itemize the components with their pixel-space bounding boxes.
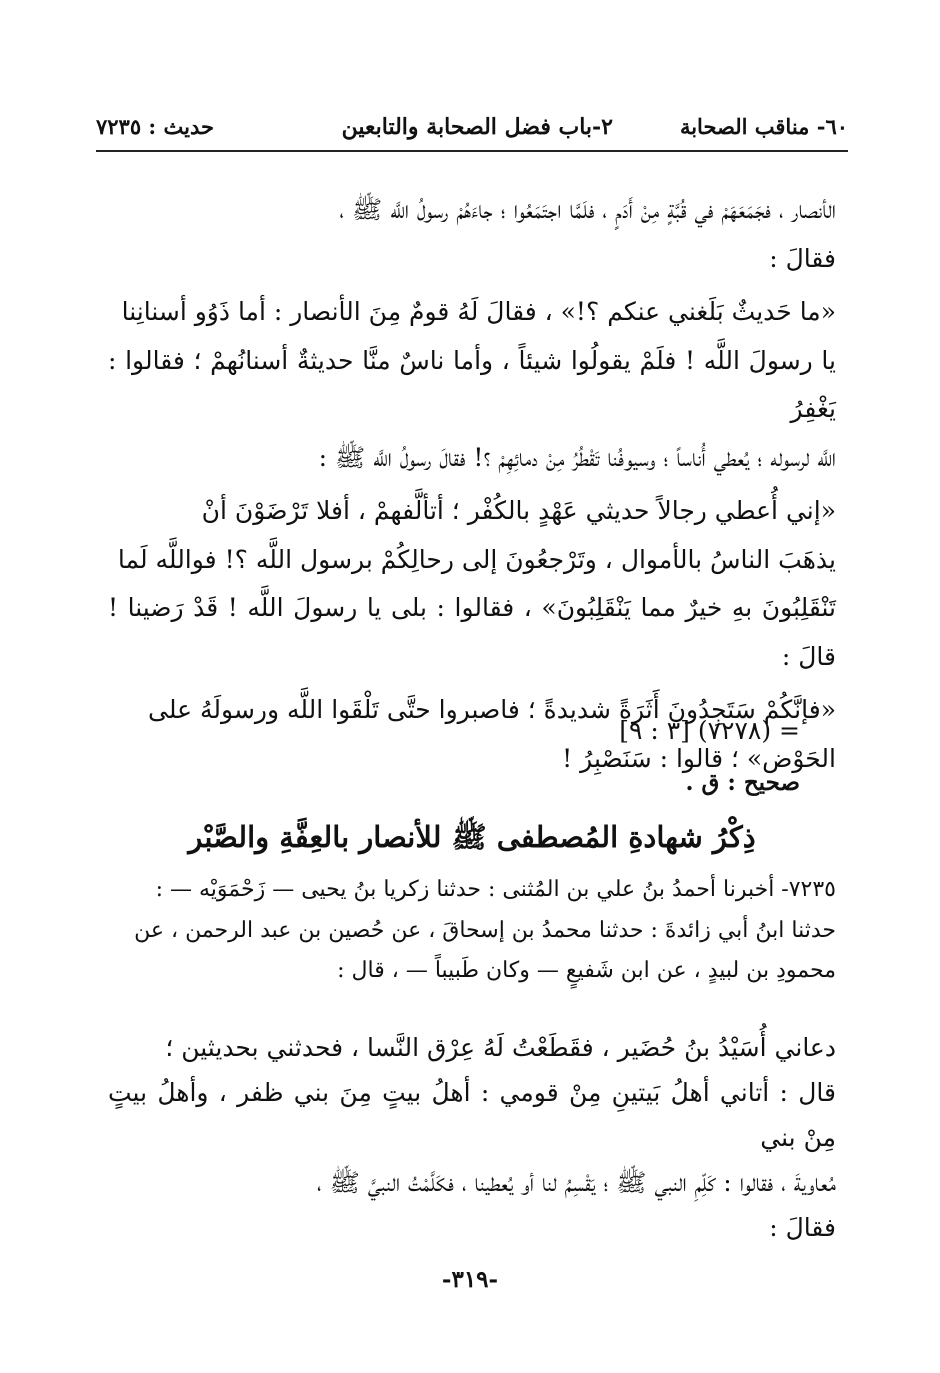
text-line: اللَّه لرسوله ؛ يُعطي أُناساً ؛ وسيوفُنا تَقْطُرُ مِنْ دمائِهِمْ ؟! فقالَ رسولُ اللَّه ﷺ : xyxy=(318,442,836,472)
text-line: يذهَبَ الناسُ بالأموال ، وتَرْجعُونَ إلى رحالِكُمْ برسول اللَّه ؟! فواللَّه لَما xyxy=(117,544,836,574)
section-title: ذِكْرُ شهادةِ المُصطفى ﷺ للأنصار بالعِفَّةِ والصَّبْر xyxy=(188,820,756,854)
page-number: -٣١٩- xyxy=(441,1266,499,1293)
text-line: قال : أتاني أهلُ بَيتينِ مِنْ قومي : أهلُ بيتٍ مِنَ بني ظفر ، وأهلُ بيتٍ مِنْ بني xyxy=(108,1078,836,1152)
text-line: «ما حَديثٌ بَلَغني عنكم ؟!» ، فقالَ لَهُ قومٌ مِنَ الأنصار : أما ذَوُو أسنانِنا xyxy=(121,297,836,326)
paragraph xyxy=(108,288,836,482)
text-line: محمودِ بن لبيدٍ ، عن ابن شَفيعٍ — وكان طَبيباً — ، قال : xyxy=(337,958,836,983)
hadith-text-previous xyxy=(108,186,836,788)
isnad-chain xyxy=(108,870,836,992)
text-line: «إني أُعطي رجالاً حديثي عَهْدٍ بالكُفْر ؛ أتألَّفهمْ ، أفلا تَرْضَوْنَ أنْ xyxy=(201,496,836,525)
hadith-number: حديث : ٧٢٣٥ xyxy=(96,114,214,139)
text-line: تَنْقَلِبُونَ بهِ خيرٌ مما يَنْقَلِبُونَ» ، فقالوا : بلى يا رسولَ اللَّه ! قَدْ رَضينا ! قالَ : xyxy=(108,593,836,671)
text-line: مُعاويةَ ، فقالوا : كَلِّمِ النبي ﷺ ؛ يَقْسِمُ لنا أو يُعطينا ، فكَلَّمْتُ النبيَّ ﷺ ، xyxy=(316,1168,836,1197)
paragraph xyxy=(108,487,836,681)
text-line: «فإنَّكُمْ سَتَجِدُونَ أَثَرَةً شديدةً ؛ فاصبروا حتَّى تَلْقَوا اللَّه ورسولَهُ على xyxy=(148,695,836,724)
text-line: حدثنا ابنُ أبي زائدةَ : حدثنا محمدُ بن إسحاقَ ، عن حُصين بن عبد الرحمن ، عن xyxy=(134,917,836,943)
text-line: فقالَ : xyxy=(769,1213,836,1242)
page-header xyxy=(96,112,848,146)
text-line: دعاني أُسَيْدُ بنُ حُضَير ، فقَطَعْتُ لَهُ عِرْق النَّسا ، فحدثني بحديثين ؛ xyxy=(165,1033,836,1062)
text-line: ٧٢٣٥- أخبرنا أحمدُ بنُ علي بن المُثنى : حدثنا زكريا بنُ يحيى — زَحْمَوَيْه — : xyxy=(155,877,836,902)
cross-reference: = (٧٢٧٨) [٣ : ٩] xyxy=(619,716,800,745)
text-line: الأنصار ، فجَمَعَهَمْ في قُبَّةٍ مِنْ أَدَمٍ ، فلَمَّا اجتَمَعُوا ؛ جاءَهُمْ رسولُ اللَّه ﷺ ، xyxy=(339,195,836,224)
header-divider xyxy=(96,150,848,152)
paragraph xyxy=(108,186,836,283)
text-line: فقالَ : xyxy=(769,243,836,273)
hadith-text xyxy=(108,1025,836,1250)
chapter-title: ٦٠- مناقب الصحابة xyxy=(679,114,848,139)
hadith-grade: صحيح : ق . xyxy=(685,769,800,796)
section-heading: ٢-باب فضل الصحابة والتابعين xyxy=(341,114,613,140)
text-line: الحَوْض» ؛ قالوا : سَنَصْبِرُ ! xyxy=(562,743,836,773)
text-line: يا رسولَ اللَّه ! فلَمْ يقولُوا شيئاً ، وأما ناسٌ منَّا حديثةٌ أسنانُهمْ ؛ فقالوا : يَغْفِرُ xyxy=(108,345,836,423)
